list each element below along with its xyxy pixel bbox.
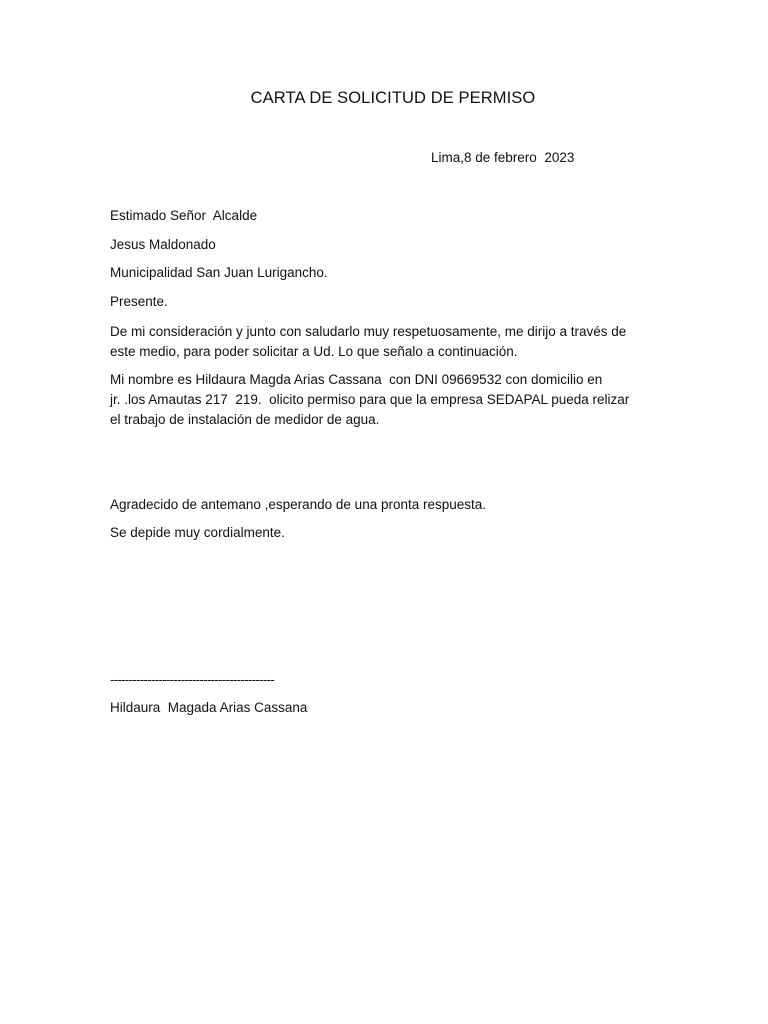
paragraph-line: De mi consideración y junto con saludarlo muy respetuosamente, me dirijo a través de <box>110 324 627 339</box>
paragraph-line: Mi nombre es Hildaura Magda Arias Cassana con DNI 09669532 con domicilio en <box>110 372 603 387</box>
recipient-organization: Municipalidad San Juan Lurigancho. <box>110 265 328 280</box>
presente-line: Presente. <box>110 294 168 309</box>
letter-date: Lima,8 de febrero 2023 <box>431 150 575 165</box>
closing-thanks: Agradecido de antemano ,esperando de una pronta respuesta. <box>110 497 487 512</box>
paragraph-line: este medio, para poder solicitar a Ud. Lo que señalo a continuación. <box>110 344 518 359</box>
body-paragraph-1 <box>110 322 670 362</box>
salutation: Estimado Señor Alcalde <box>110 208 258 223</box>
letter-title: CARTA DE SOLICITUD DE PERMISO <box>250 89 536 107</box>
closing-farewell: Se depide muy cordialmente. <box>110 525 285 540</box>
recipient-name: Jesus Maldonado <box>110 237 216 252</box>
body-paragraph-2 <box>110 370 670 430</box>
signature-line: -------------------------------------------- <box>110 672 275 687</box>
signature-name: Hildaura Magada Arias Cassana <box>110 700 308 715</box>
paragraph-line: jr. .los Amautas 217 219. olicito permiso para que la empresa SEDAPAL pueda relizar <box>110 392 630 407</box>
paragraph-line: el trabajo de instalación de medidor de agua. <box>110 412 380 427</box>
